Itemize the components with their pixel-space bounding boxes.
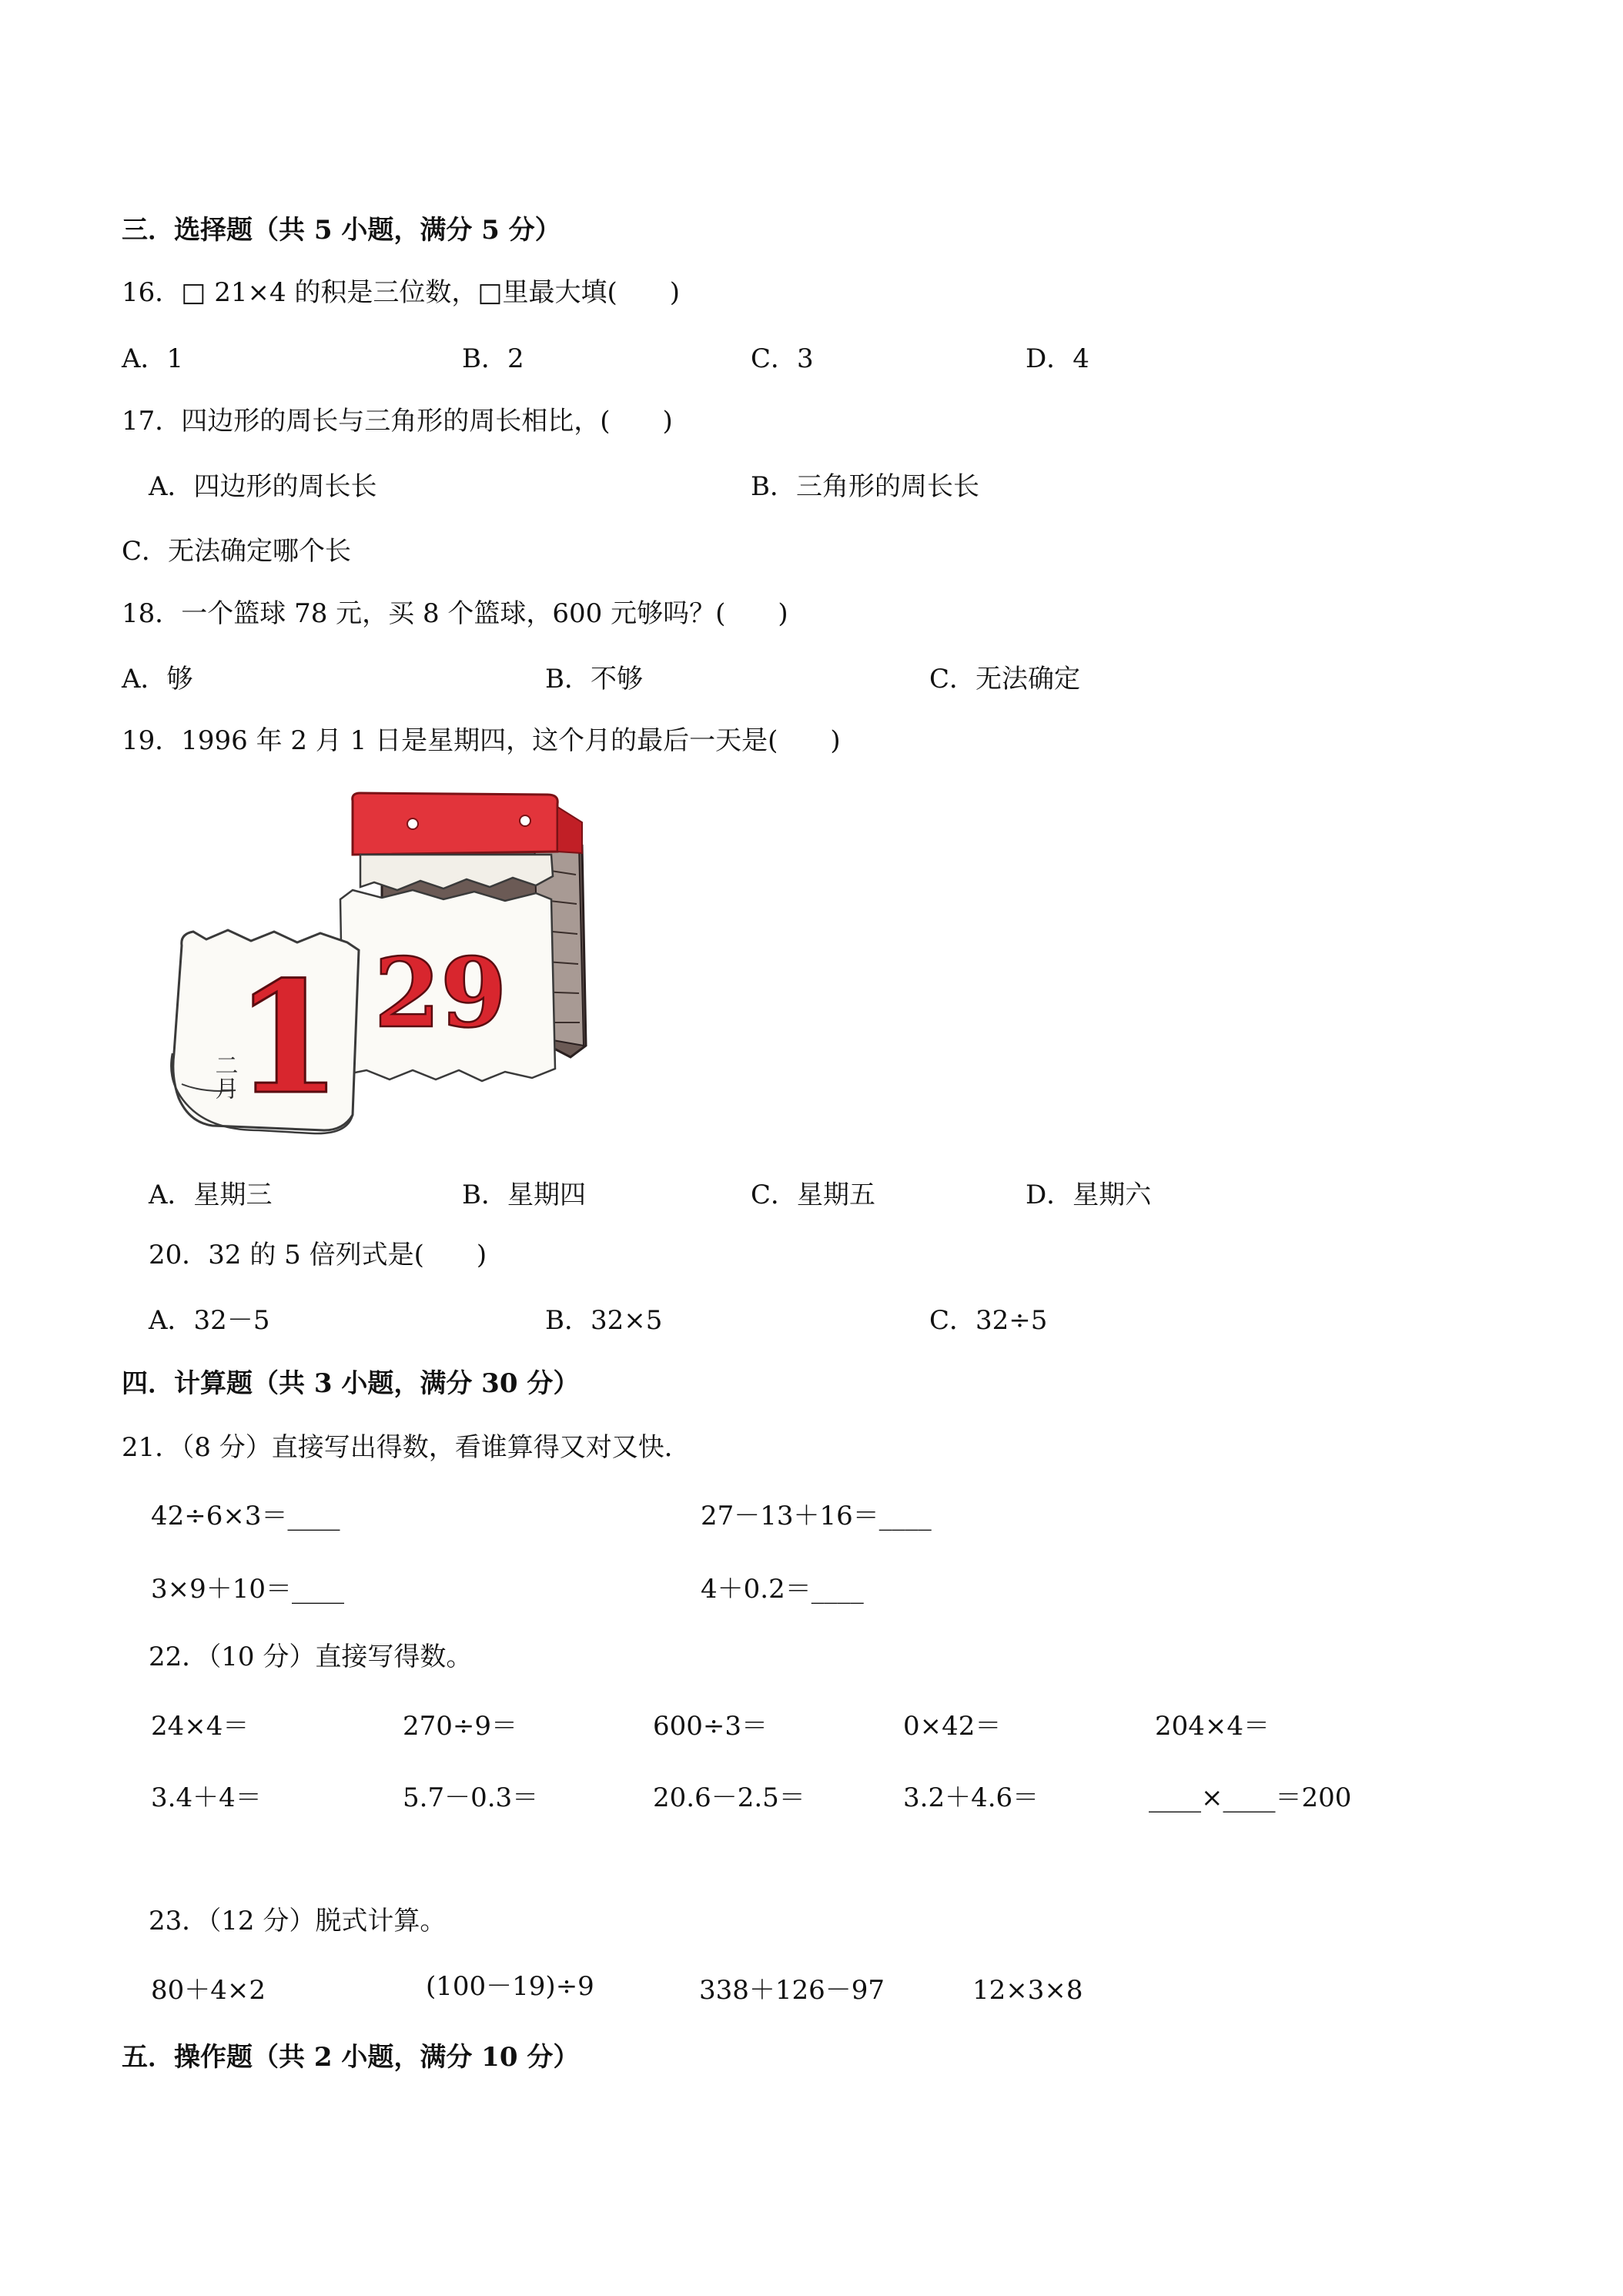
q22-row1-item: 600÷3＝ xyxy=(653,1711,768,1742)
question-16-stem: 16．□ 21×4 的积是三位数，□里最大填( ) xyxy=(122,277,681,308)
question-23-stem: 23．（12 分）脱式计算。 xyxy=(149,1906,447,1936)
q23-expression: 12×3×8 xyxy=(972,1975,1083,2006)
q22-row1-item: 0×42＝ xyxy=(903,1711,1002,1742)
q22-row2-item: 3.2＋4.6＝ xyxy=(903,1782,1039,1813)
q21-expression-4: 4＋0.2＝____ xyxy=(701,1574,864,1605)
section-4-heading: 四．计算题（共 3 小题，满分 30 分） xyxy=(122,1368,580,1399)
q23-expression: 338＋126－97 xyxy=(699,1975,885,2006)
question-19-stem: 19．1996 年 2 月 1 日是星期四，这个月的最后一天是( ) xyxy=(122,725,841,756)
q20-option-a: A．32－5 xyxy=(149,1305,270,1336)
q22-row1-item: 24×4＝ xyxy=(151,1711,249,1742)
q16-option-b: B．2 xyxy=(462,343,524,374)
torn-page-1 xyxy=(171,930,359,1133)
q22-row2-item: 20.6－2.5＝ xyxy=(653,1782,805,1813)
question-18-stem: 18．一个篮球 78 元，买 8 个篮球，600 元够吗？( ) xyxy=(122,598,788,629)
q20-option-c: C．32÷5 xyxy=(929,1305,1048,1336)
q18-option-c: C．无法确定 xyxy=(929,664,1081,694)
q22-row2-item: 3.4＋4＝ xyxy=(151,1782,262,1813)
q16-option-a: A．1 xyxy=(122,343,184,374)
q23-expression: 80＋4×2 xyxy=(151,1975,266,2006)
q22-row2-item: ____×____＝200 xyxy=(1149,1782,1352,1813)
q16-option-d: D．4 xyxy=(1026,343,1089,374)
day-front-number: 1 xyxy=(234,948,342,1129)
q17-option-a: A．四边形的周长长 xyxy=(149,471,377,502)
q23-expression: (100－19)÷9 xyxy=(426,1971,594,2002)
q19-option-c: C．星期五 xyxy=(751,1180,876,1210)
section-3-heading: 三．选择题（共 5 小题，满分 5 分） xyxy=(122,215,561,246)
q19-option-b: B．星期四 xyxy=(462,1180,586,1210)
question-22-stem: 22．（10 分）直接写得数。 xyxy=(149,1642,473,1672)
calendar-figure xyxy=(151,792,644,1146)
question-21-stem: 21．（8 分）直接写出得数，看谁算得又对又快． xyxy=(122,1432,691,1463)
q22-row1-item: 204×4＝ xyxy=(1155,1711,1270,1742)
q21-expression-1: 42÷6×3＝____ xyxy=(151,1501,340,1531)
question-17-stem: 17．四边形的周长与三角形的周长相比，( ) xyxy=(122,406,673,437)
q20-option-b: B．32×5 xyxy=(545,1305,663,1336)
q22-row2-item: 5.7－0.3＝ xyxy=(403,1782,539,1813)
back-calendar-pad xyxy=(340,793,586,1081)
section-5-heading: 五．操作题（共 2 小题，满分 10 分） xyxy=(122,2042,580,2073)
q21-expression-2: 27－13＋16＝____ xyxy=(701,1501,932,1531)
q18-option-a: A．够 xyxy=(122,664,193,694)
q19-option-a: A．星期三 xyxy=(149,1180,273,1210)
q18-option-b: B．不够 xyxy=(545,664,643,694)
q22-row1-item: 270÷9＝ xyxy=(403,1711,518,1742)
q17-option-b: B．三角形的周长长 xyxy=(751,471,979,502)
q19-option-d: D．星期六 xyxy=(1026,1180,1152,1210)
month-label: 二月 xyxy=(210,1053,238,1099)
q16-option-c: C．3 xyxy=(751,343,814,374)
day-back-number: 29 xyxy=(373,938,507,1049)
q17-option-c: C．无法确定哪个长 xyxy=(122,536,352,567)
q21-expression-3: 3×9＋10＝____ xyxy=(151,1574,345,1605)
question-20-stem: 20．32 的 5 倍列式是( ) xyxy=(149,1240,487,1270)
